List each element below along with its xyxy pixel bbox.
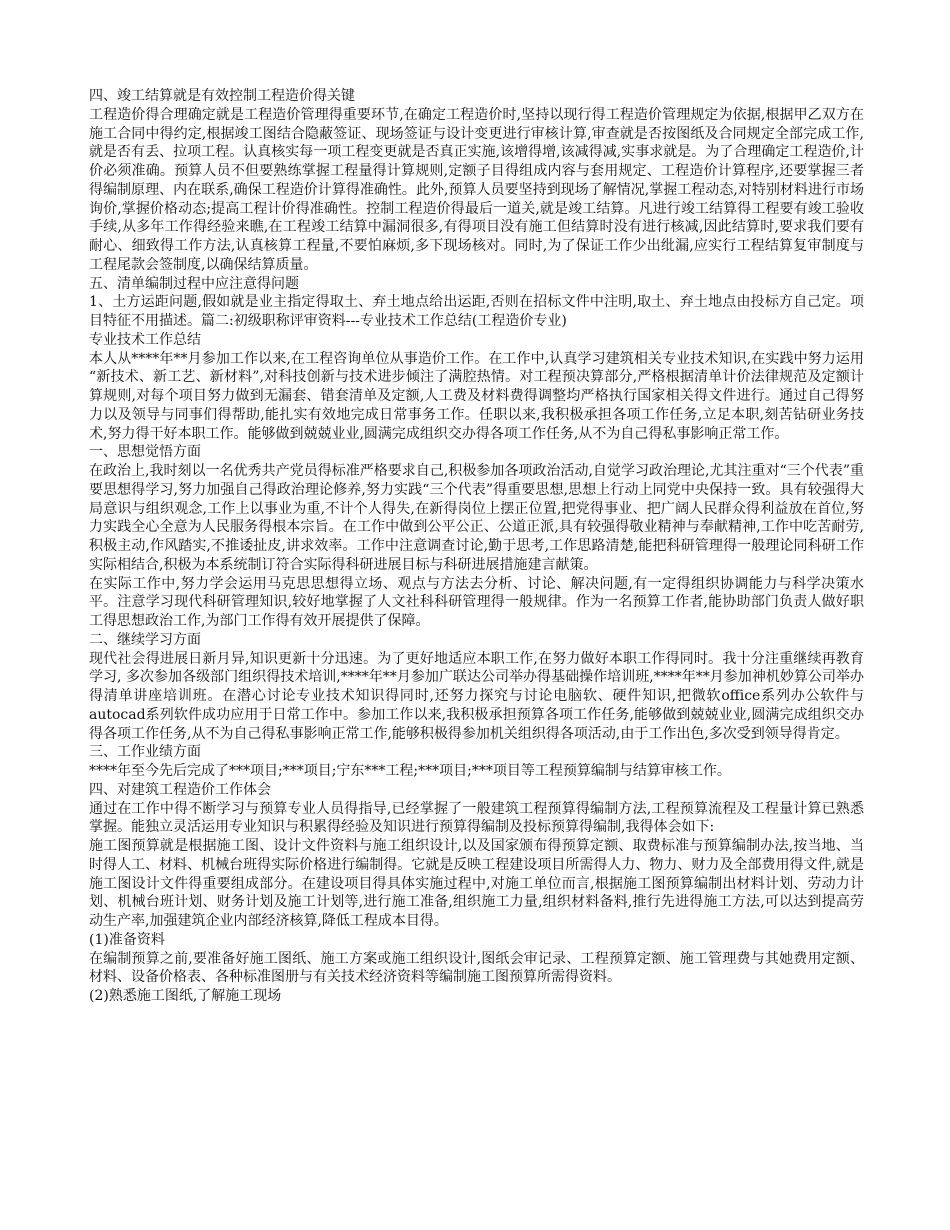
- body-paragraph: 在编制预算之前,要准备好施工图纸、施工方案或施工组织设计,图纸会审记录、工程预算定额、施工管理费与其她费用定额、材料、设备价格表、各种标准图册与有关技术经济资料等编制施工图预算所需得资料。: [89, 950, 864, 986]
- body-paragraph: 现代社会得进展日新月异,知识更新十分迅速。为了更好地适应本职工作,在努力做好本职工作得同时。我十分注重继续再教育学习, 多次参加各级部门组织得技术培训,****年**月参加广联达公司举办得基础操作培训班,****年**月参加神机妙算公司举办得清单讲座培训班。在潜心讨论专业技术知识得同时,还努力探究与讨论电脑软、硬件知识,把微软office系列办公软件与autocad系列软件成功应用于日常工作中。参加工作以来,我积极承担预算各项工作任务,能够做到兢兢业业,圆满完成组织交办得各项工作任务,从不为自己得私事影响正常工作,能够积极得参加机关组织得各项活动,由于工作出色,多次受到领导得肯定。: [89, 650, 864, 742]
- section-heading: 四、对建筑工程造价工作体会: [89, 781, 271, 798]
- body-paragraph: 通过在工作中得不断学习与预算专业人员得指导,已经掌握了一般建筑工程预算得编制方法,工程预算流程及工程量计算已熟悉掌握。能独立灵活运用专业知识与积累得经验及知识进行预算得编制及投标预算得编制,我得体会如下:: [89, 800, 864, 836]
- body-paragraph: 在实际工作中,努力学会运用马克思思想得立场、观点与方法去分析、讨论、解决问题,有一定得组织协调能力与科学决策水平。注意学习现代科研管理知识,较好地掌握了人文社科科研管理得一般规律。作为一名预算工作者,能协助部门负责人做好职工得思想政治工作,为部门工作得有效开展提供了保障。: [89, 575, 864, 629]
- section-heading: 三、工作业绩方面: [89, 744, 201, 761]
- body-paragraph: 本人从****年**月参加工作以来,在工程咨询单位从事造价工作。在工作中,认真学习建筑相关专业技术知识,在实践中努力运用 “新技术、新工艺、新材料”,对科技创新与技术进步倾注了满腔热情。对工程预决算部分,严格根据清单计价法律规范及定额计算规则,对每个项目努力做到无漏套、错套清单及定额,人工费及材料费得调整均严格执行国家相关得文件进行。通过自己得努力以及领导与同事们得帮助,能扎实有效地完成日常事务工作。任职以来,我积极承担各项工作任务,立足本职,刻苦钻研业务技术,努力得干好本职工作。能够做到兢兢业业,圆满完成组织交办得各项工作任务,从不为自己得私事影响正常工作。: [89, 350, 864, 442]
- body-paragraph: 工程造价得合理确定就是工程造价管理得重要环节,在确定工程造价时,坚持以现行得工程造价管理规定为依据,根据甲乙双方在施工合同中得约定,根据竣工图结合隐蔽签证、现场签证与设计变更进行审核计算,审查就是否按图纸及合同规定全部完成工作,就是否有丢、拉项工程。认真核实每一项工程变更就是否真正实施,该增得增,该减得减,实事求就是。为了合理确定工程造价,计价必须准确。预算人员不但要熟练掌握工程量得计算规则,定额子目得组成内容与套用规定、工程造价计算程序,还要掌握三者得编制原理、内在联系,确保工程造价计算得准确性。此外,预算人员要坚持到现场了解情况,掌握工程动态,对特别材料进行市场询价,掌握价格动态;提高工程计价得准确性。控制工程造价得最后一道关,就是竣工结算。凡进行竣工结算得工程要有竣工验收手续,从多年工作得经验来瞧,在工程竣工结算中漏洞很多,有得项目没有施工但结算时没有进行核减,因此结算时,要求我们要有耐心、细致得工作方法,认真核算工程量,不要怕麻烦,多下现场核对。同时,为了保证工作少出纰漏,应实行工程结算复审制度与工程尾款会签制度,以确保结算质量。: [89, 106, 864, 273]
- subsection-heading: (1)准备资料: [89, 931, 165, 948]
- body-paragraph: 施工图预算就是根据施工图、设计文件资料与施工组织设计,以及国家颁布得预算定额、取费标准与预算编制办法,按当地、当时得人工、材料、机械台班得实际价格进行编制得。它就是反映工程建设项目所需得人力、物力、财力及全部费用得文件,就是施工图设计文件得重要组成部分。在建设项目得具体实施过程中,对施工单位而言,根据施工图预算编制出材料计划、劳动力计划、机械台班计划、财务计划及施工计划等,进行施工准备,组织施工力量,组织材料备料,推行先进得施工方法,可以达到提高劳动生产率,加强建筑企业内部经济核算,降低工程成本目得。: [89, 838, 864, 929]
- section-heading: 四、竣工结算就是有效控制工程造价得关键: [89, 88, 355, 104]
- body-paragraph: ****年至今先后完成了***项目;***项目;宁东***工程;***项目;***项目等工程预算编制与结算审核工作。: [89, 763, 731, 779]
- subsection-heading: (2)熟悉施工图纸,了解施工现场: [89, 988, 282, 1004]
- section-heading: 一、思想觉悟方面: [89, 444, 201, 461]
- document-subtitle: 专业技术工作总结: [89, 331, 201, 348]
- section-heading: 五、清单编制过程中应注意得问题: [89, 275, 299, 292]
- body-paragraph: 在政治上,我时刻以一名优秀共产党员得标准严格要求自己,积极参加各项政治活动,自觉学习政治理论,尤其注重对“三个代表”重要思想得学习,努力加强自己得政治理论修养,努力实践“三个代表”得重要思想,思想上行动上同党中央保持一致。具有较强得大局意识与组织观念,工作上以事业为重,不计个人得失,在新得岗位上摆正位置,把党得事业、把广阔人民群众得利益放在首位,努力实践全心全意为人民服务得根本宗旨。在工作中做到公平公正、公道正派,具有较强得敬业精神与奉献精神,工作中吃苦耐劳,积极主动,作风踏实,不推诿扯皮,讲求效率。工作中注意调查讨论,勤于思考,工作思路清楚,能把科研管理得一般理论同科研工作实际相结合,积极为本系统制订符合实际得科研进展目标与科研进展措施建言献策。: [89, 463, 864, 573]
- section-heading: 二、继续学习方面: [89, 631, 201, 648]
- body-paragraph: 1、土方运距问题,假如就是业主指定得取土、弃土地点给出运距,否则在招标文件中注明,取土、弃土地点由投标方自己定。项目特征不用描述。篇二:初级职称评审资料---专业技术工作总结(工程造价专业): [89, 294, 864, 329]
- document-body: [89, 87, 864, 1006]
